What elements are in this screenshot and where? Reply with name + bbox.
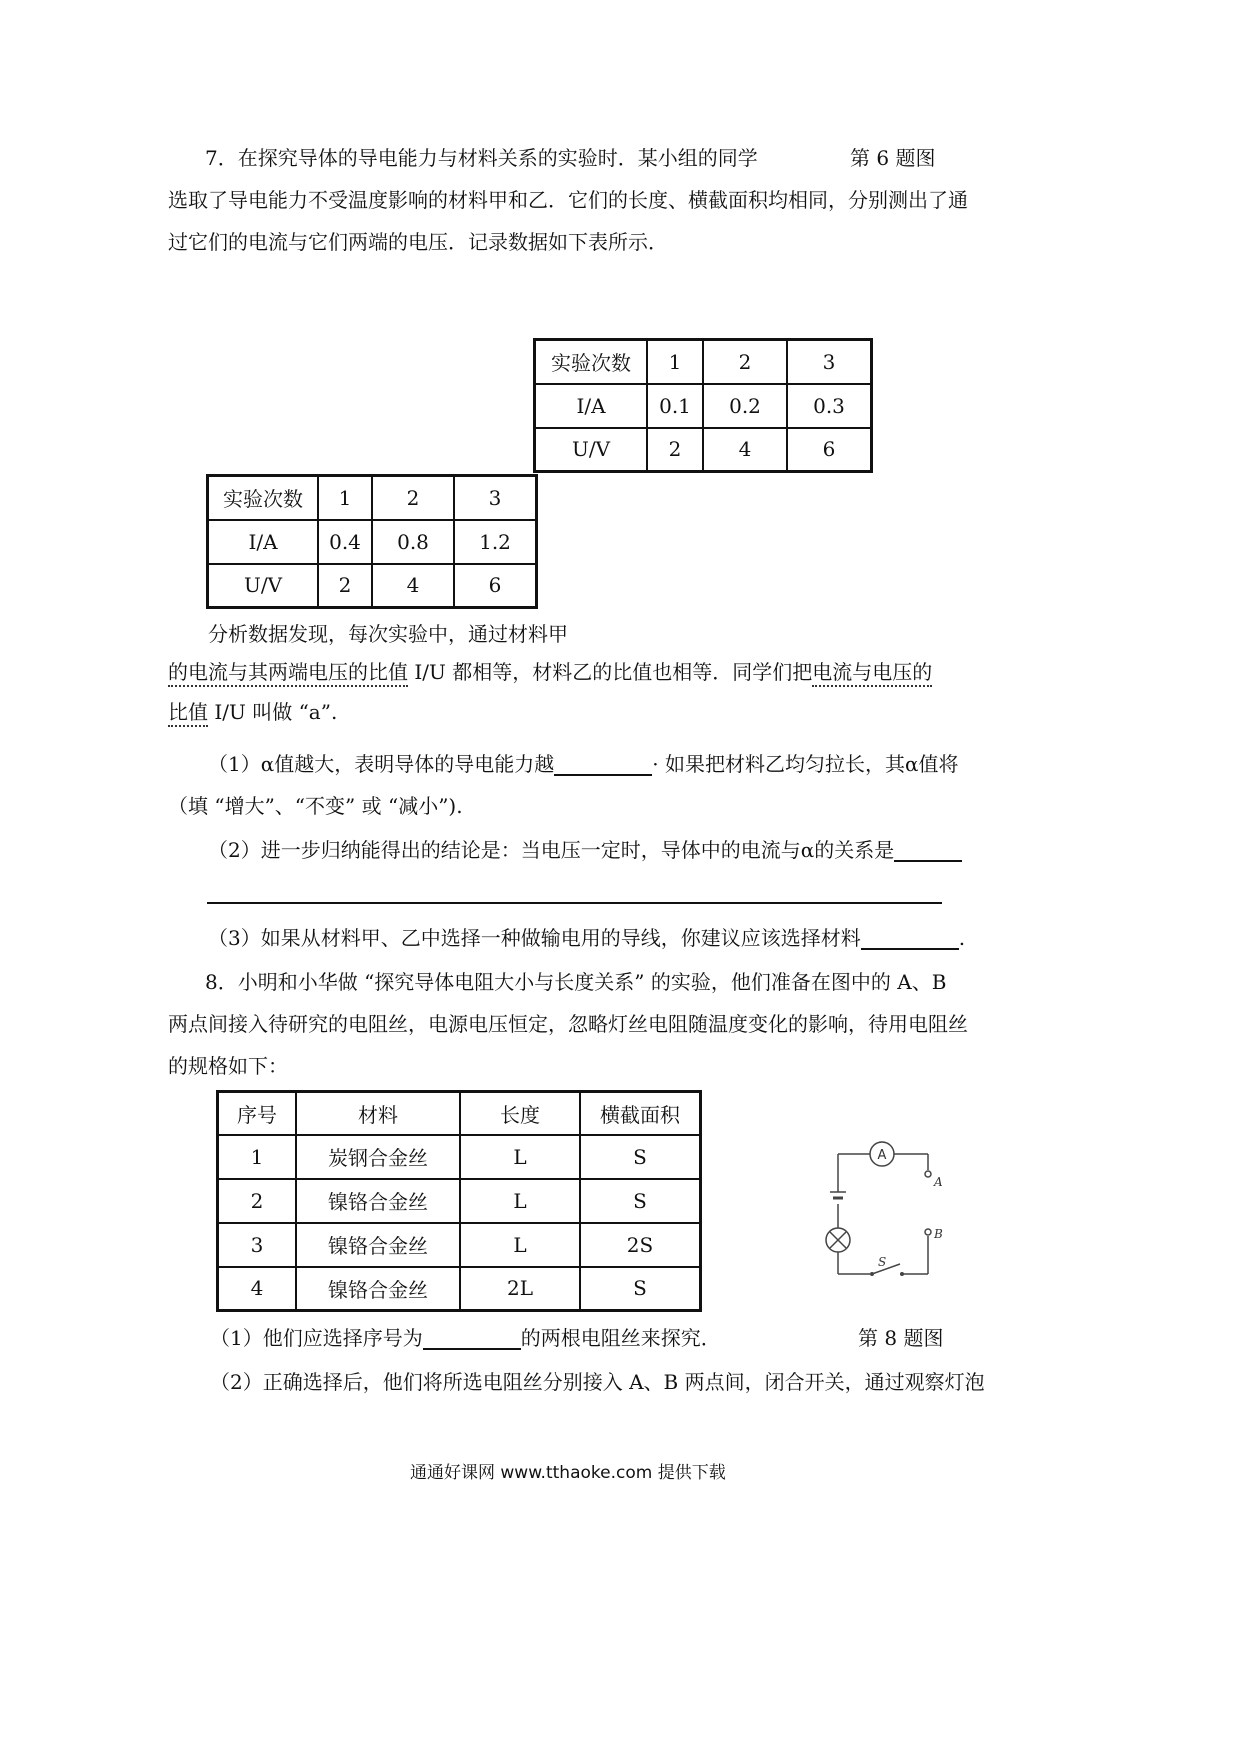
question-text: . [958, 926, 966, 950]
question-text: 的两根电阻丝来探究． [520, 1326, 721, 1350]
analysis-text: I/U 都相等，材料乙的比值也相等．同学们把 [408, 660, 813, 684]
q7-sub-1 [208, 752, 958, 776]
table-a-cell: 4 [372, 564, 454, 608]
wire-table-header-cell: 长度 [460, 1092, 580, 1135]
emphasis-text: 比值 [168, 700, 208, 727]
emphasis-text: 电流与电压的 [812, 660, 932, 687]
emphasis-text: 的电流与其两端电压的比值 [168, 660, 408, 687]
wire-table-cell: L [460, 1135, 580, 1179]
table-a-header-cell: 2 [372, 476, 454, 520]
q8-line-1: 8．小明和小华做 “探究导体电阻大小与长度关系” 的实验，他们准备在图中的 A、B [205, 970, 947, 994]
circuit-diagram [818, 1134, 958, 1284]
page-footer: 通通好课网 www.tthaoke.com 提供下载 [410, 1463, 726, 1483]
switch-icon [870, 1264, 904, 1276]
q8-line-3: 的规格如下： [168, 1054, 288, 1078]
figure-8-label: 第 8 题图 [858, 1326, 944, 1350]
q7-line-3: 过它们的电流与它们两端的电压．记录数据如下表所示． [168, 230, 668, 254]
question-text: （3）如果从材料甲、乙中选择一种做输电用的导线，你建议应该选择材料 [208, 926, 861, 950]
terminal-a-icon [925, 1171, 931, 1177]
table-a-cell: 6 [454, 564, 537, 608]
q7-sub-3 [208, 926, 965, 950]
wire-table-cell: S [580, 1267, 701, 1311]
data-table-b [533, 338, 873, 473]
q8-sub-1 [210, 1326, 721, 1350]
table-b-cell: 0.1 [647, 384, 703, 428]
wire-table-cell: L [460, 1223, 580, 1267]
wire-table-cell: 4 [218, 1267, 297, 1311]
data-table-a [206, 474, 538, 609]
table-b-cell: I/A [535, 384, 648, 428]
wire-table-header-cell: 序号 [218, 1092, 297, 1135]
wire-table-header-cell: 材料 [296, 1092, 460, 1135]
question-text: · 如果把材料乙均匀拉长，其α值将 [652, 752, 959, 776]
table-b-cell: 0.3 [787, 384, 872, 428]
wire-table-cell: 2S [580, 1223, 701, 1267]
wire-spec-table [216, 1090, 702, 1312]
ammeter-label: A [877, 1148, 887, 1163]
table-a-header-cell: 实验次数 [208, 476, 319, 520]
table-a-header-cell: 1 [318, 476, 372, 520]
table-b-header-cell: 实验次数 [535, 340, 648, 384]
question-text: （1）α值越大，表明导体的导电能力越 [208, 752, 555, 776]
wire-table-cell: 1 [218, 1135, 297, 1179]
table-a-cell: 1.2 [454, 520, 537, 564]
q7-analysis-2 [168, 660, 932, 684]
table-a-cell: 0.4 [318, 520, 372, 564]
q7-analysis-1: 分析数据发现，每次实验中，通过材料甲 [208, 622, 568, 646]
lamp-icon [826, 1228, 850, 1252]
answer-blank[interactable] [554, 752, 652, 776]
wire-table-cell: 镍铬合金丝 [296, 1267, 460, 1311]
table-a-cell: 2 [318, 564, 372, 608]
table-b-header-cell: 3 [787, 340, 872, 384]
wire-table-cell: 镍铬合金丝 [296, 1223, 460, 1267]
terminal-a-label: A [934, 1175, 943, 1189]
answer-blank[interactable] [423, 1326, 521, 1350]
wire-table-cell: S [580, 1135, 701, 1179]
table-b-cell: 4 [703, 428, 787, 472]
terminal-b-icon [925, 1229, 931, 1235]
question-text: （2）进一步归纳能得出的结论是：当电压一定时，导体中的电流与α的关系是 [208, 838, 895, 862]
q8-line-2: 两点间接入待研究的电阻丝，电源电压恒定，忽略灯丝电阻随温度变化的影响，待用电阻丝 [168, 1012, 968, 1036]
q7-line-2: 选取了导电能力不受温度影响的材料甲和乙．它们的长度、横截面积均相同，分别测出了通 [168, 188, 968, 212]
wire-table-header-cell: 横截面积 [580, 1092, 701, 1135]
table-b-cell: 0.2 [703, 384, 787, 428]
table-b-cell: 2 [647, 428, 703, 472]
q7-analysis-3 [168, 700, 337, 724]
question-text: （1）他们应选择序号为 [210, 1326, 423, 1350]
answer-blank[interactable] [894, 838, 962, 862]
table-b-header-cell: 1 [647, 340, 703, 384]
figure-6-label: 第 6 题图 [850, 146, 936, 170]
table-a-cell: I/A [208, 520, 319, 564]
wire-table-cell: S [580, 1179, 701, 1223]
terminal-b-label: B [934, 1227, 943, 1241]
table-a-cell: 0.8 [372, 520, 454, 564]
answer-line[interactable] [207, 902, 942, 904]
table-b-cell: 6 [787, 428, 872, 472]
wire-table-cell: L [460, 1179, 580, 1223]
switch-label: S [878, 1255, 887, 1269]
q7-line-1: 7．在探究导体的导电能力与材料关系的实验时．某小组的同学 [205, 146, 758, 170]
table-a-header-cell: 3 [454, 476, 537, 520]
wire-table-cell: 2 [218, 1179, 297, 1223]
table-b-header-cell: 2 [703, 340, 787, 384]
wire-table-cell: 镍铬合金丝 [296, 1179, 460, 1223]
q7-sub-1-cont: （填 “增大”、“不变” 或 “减小”). [168, 794, 463, 818]
wire-table-cell: 3 [218, 1223, 297, 1267]
q8-sub-2: （2）正确选择后，他们将所选电阻丝分别接入 A、B 两点间，闭合开关，通过观察灯泡 [210, 1370, 985, 1394]
wire-table-cell: 炭钢合金丝 [296, 1135, 460, 1179]
answer-blank[interactable] [861, 926, 959, 950]
table-b-cell: U/V [535, 428, 648, 472]
wire-table-cell: 2L [460, 1267, 580, 1311]
q7-sub-2 [208, 838, 962, 862]
table-a-cell: U/V [208, 564, 319, 608]
analysis-text: I/U 叫做 “a”. [208, 700, 338, 724]
